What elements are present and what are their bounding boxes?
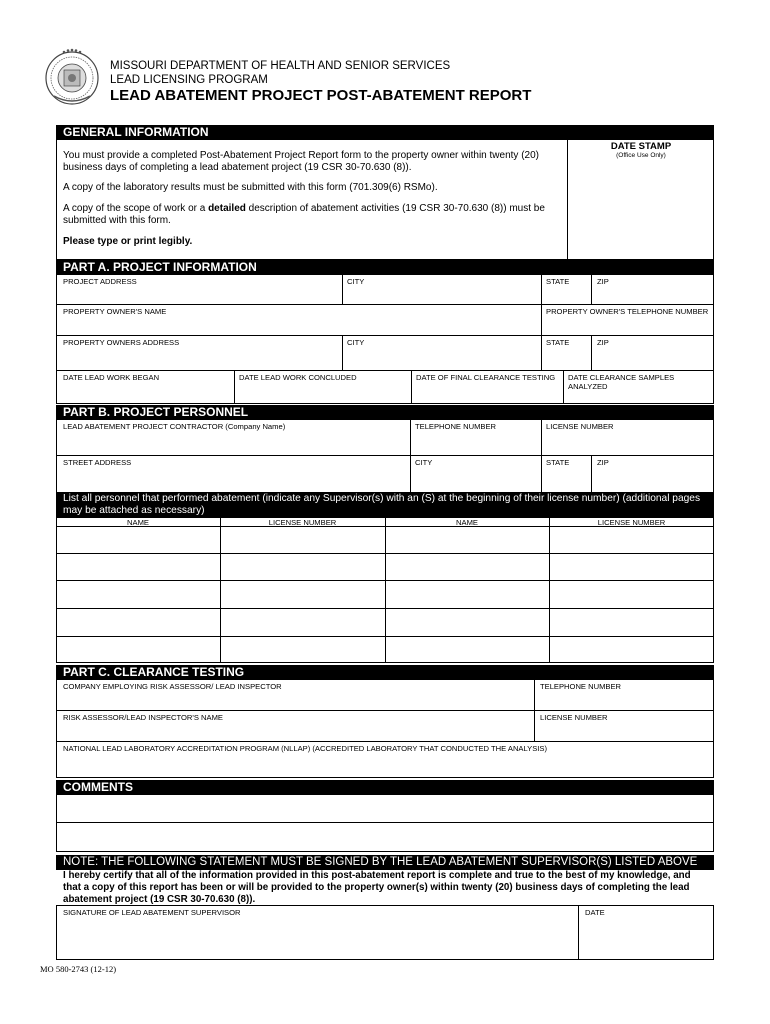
certification-statement: I hereby certify that all of the information provided in this post-abatement report is complete and true to the best of my knowledge, and that a copy of this report has been or will be provided to the property owner(s) within twenty (20) business days of completing the lead abatement project (19 CSR 30-70.630 (8)). xyxy=(63,870,691,905)
property-owner-address-field[interactable]: PROPERTY OWNERS ADDRESS xyxy=(63,338,180,347)
comments-field[interactable] xyxy=(56,794,714,852)
part-c-heading: PART C. CLEARANCE TESTING xyxy=(56,665,714,680)
date-work-concluded-field[interactable]: DATE LEAD WORK CONCLUDED xyxy=(239,373,357,382)
page-title: LEAD ABATEMENT PROJECT POST-ABATEMENT REPORT xyxy=(110,87,532,104)
property-owner-phone-field[interactable]: PROPERTY OWNER'S TELEPHONE NUMBER xyxy=(546,307,709,316)
general-instruction-4: Please type or print legibly. xyxy=(63,236,193,247)
owner-state-field[interactable]: STATE xyxy=(546,338,570,347)
general-instruction-3: A copy of the scope of work or a detailed description of abatement activities (19 CSR 30-70.630 (8)) must be submitted with this form. xyxy=(63,203,545,226)
part-b-heading: PART B. PROJECT PERSONNEL xyxy=(56,405,714,420)
personnel-name-header-2: NAME xyxy=(456,518,478,527)
contractor-zip-field[interactable]: ZIP xyxy=(597,458,609,467)
assessor-license-field[interactable]: LICENSE NUMBER xyxy=(540,713,608,722)
date-final-clearance-field[interactable]: DATE OF FINAL CLEARANCE TESTING xyxy=(416,373,556,382)
nllap-laboratory-field[interactable]: NATIONAL LEAD LABORATORY ACCREDITATION PROGRAM (NLLAP) (ACCREDITED LABORATORY THAT CONDUCTED THE ANALYSIS) xyxy=(63,744,547,753)
personnel-instructions: List all personnel that performed abatement (indicate any Supervisor(s) with an (S) at the beginning of their license number) (additional pages may be attached as necessary) xyxy=(56,493,714,517)
signature-note: NOTE: THE FOLLOWING STATEMENT MUST BE SIGNED BY THE LEAD ABATEMENT SUPERVISOR(S) LISTED ABOVE xyxy=(56,855,714,870)
missouri-state-seal xyxy=(42,46,102,106)
date-stamp-label: DATE STAMP xyxy=(610,141,672,152)
project-address-field[interactable]: PROJECT ADDRESS xyxy=(63,277,137,286)
property-owner-name-field[interactable]: PROPERTY OWNER'S NAME xyxy=(63,307,167,316)
personnel-license-header-2: LICENSE NUMBER xyxy=(597,518,666,527)
date-work-began-field[interactable]: DATE LEAD WORK BEGAN xyxy=(63,373,160,382)
general-instruction-1: You must provide a completed Post-Abatement Project Report form to the property owner within twenty (20) business days of completing a lead abatement project (19 CSR 30-70.630 (8)). xyxy=(63,150,539,173)
contractor-state-field[interactable]: STATE xyxy=(546,458,570,467)
general-information-heading: GENERAL INFORMATION xyxy=(56,125,714,140)
contractor-license-field[interactable]: LICENSE NUMBER xyxy=(546,422,614,431)
assessor-telephone-field[interactable]: TELEPHONE NUMBER xyxy=(540,682,622,691)
general-instruction-2: A copy of the laboratory results must be submitted with this form (701.309(6) RSMo). xyxy=(63,182,438,193)
part-c-section xyxy=(56,679,714,778)
project-city-field[interactable]: CITY xyxy=(347,277,365,286)
owner-zip-field[interactable]: ZIP xyxy=(597,338,609,347)
program-name: LEAD LICENSING PROGRAM xyxy=(110,74,268,86)
assessor-name-field[interactable]: RISK ASSESSOR/LEAD INSPECTOR'S NAME xyxy=(63,713,223,722)
form-number: MO 580-2743 (12-12) xyxy=(40,964,117,974)
contractor-telephone-field[interactable]: TELEPHONE NUMBER xyxy=(415,422,497,431)
owner-city-field[interactable]: CITY xyxy=(347,338,365,347)
contractor-street-field[interactable]: STREET ADDRESS xyxy=(63,458,132,467)
office-use-label: (Office Use Only) xyxy=(616,152,666,159)
assessor-company-field[interactable]: COMPANY EMPLOYING RISK ASSESSOR/ LEAD INSPECTOR xyxy=(63,682,282,691)
project-state-field[interactable]: STATE xyxy=(546,277,570,286)
contractor-company-field[interactable]: LEAD ABATEMENT PROJECT CONTRACTOR (Company Name) xyxy=(63,422,286,431)
contractor-city-field[interactable]: CITY xyxy=(415,458,433,467)
comments-heading: COMMENTS xyxy=(56,780,714,795)
department-name: MISSOURI DEPARTMENT OF HEALTH AND SENIOR SERVICES xyxy=(110,60,451,72)
personnel-license-header-1: LICENSE NUMBER xyxy=(268,518,337,527)
date-samples-analyzed-field[interactable]: DATE CLEARANCE SAMPLES ANALYZED xyxy=(568,373,675,391)
part-a-heading: PART A. PROJECT INFORMATION xyxy=(56,260,714,275)
signature-date-field[interactable]: DATE xyxy=(585,908,605,917)
supervisor-signature-field[interactable]: SIGNATURE OF LEAD ABATEMENT SUPERVISOR xyxy=(63,908,241,917)
project-zip-field[interactable]: ZIP xyxy=(597,277,609,286)
personnel-name-header-1: NAME xyxy=(127,518,149,527)
